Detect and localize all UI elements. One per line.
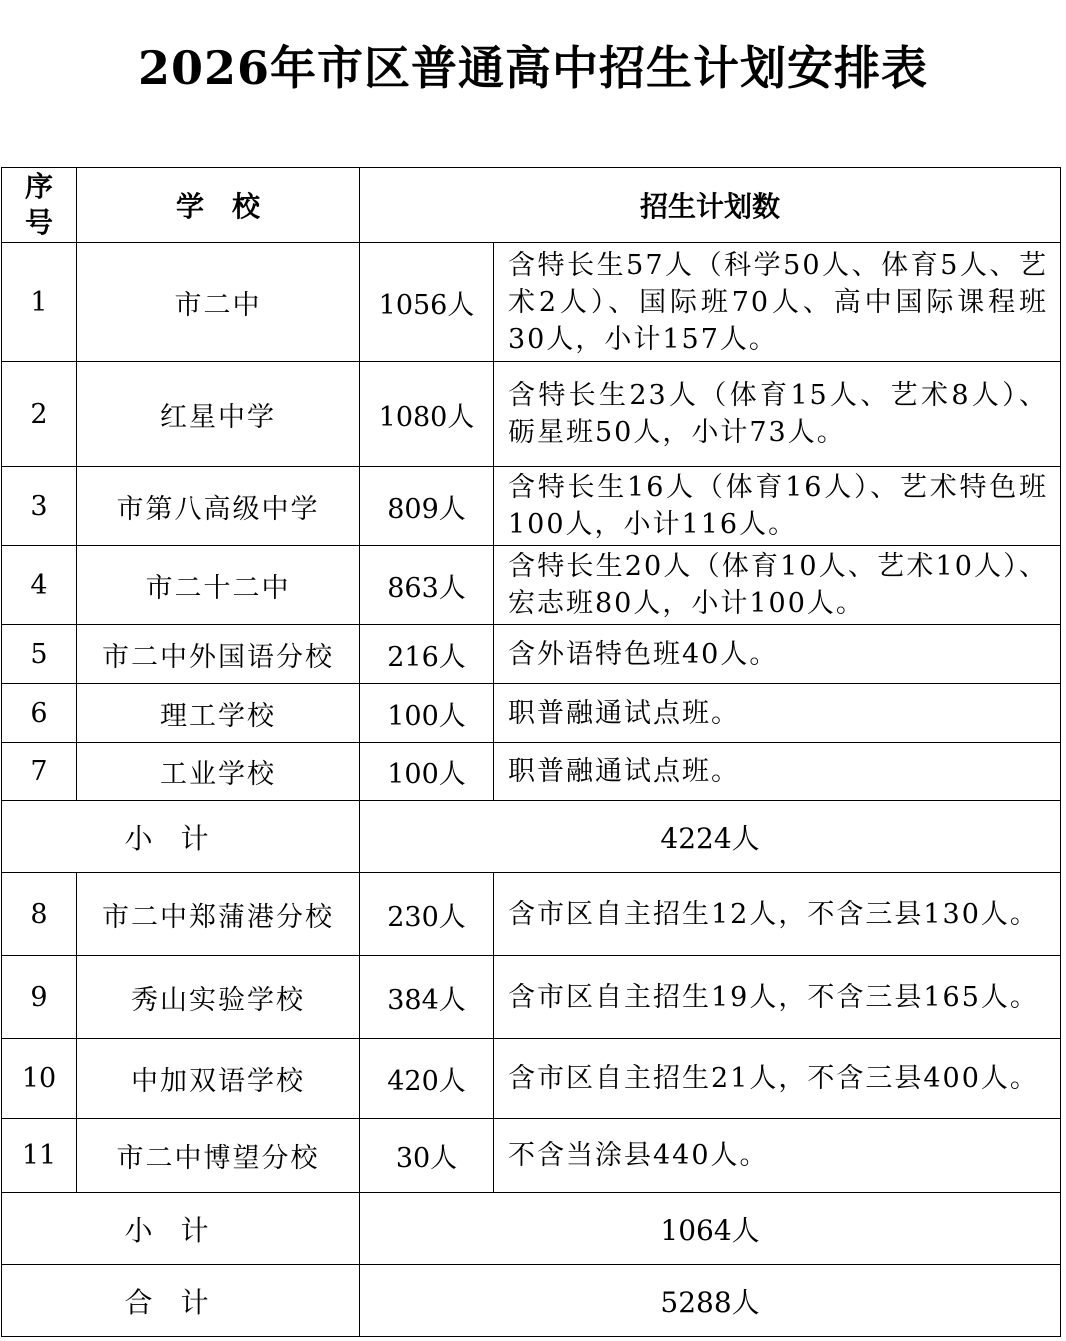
row-count: 1056人 <box>360 243 494 362</box>
row-number: 5 <box>2 625 77 684</box>
subtotal-row <box>2 801 1061 873</box>
row-note: 含特长生23人（体育15人、艺术8人）、砺星班50人，小计73人。 <box>494 362 1061 467</box>
row-number: 2 <box>2 362 77 467</box>
row-number: 9 <box>2 956 77 1039</box>
row-school: 秀山实验学校 <box>77 956 360 1039</box>
row-note: 含市区自主招生19人，不含三县165人。 <box>494 956 1061 1039</box>
row-number: 3 <box>2 467 77 546</box>
header-enrollment-plan: 招生计划数 <box>360 168 1061 243</box>
page-title: 2026年市区普通高中招生计划安排表 <box>137 41 929 95</box>
row-count: 30人 <box>360 1119 494 1193</box>
row-school: 市第八高级中学 <box>77 467 360 546</box>
row-note: 含市区自主招生12人，不含三县130人。 <box>494 873 1061 956</box>
row-count: 230人 <box>360 873 494 956</box>
row-school: 工业学校 <box>77 743 360 801</box>
row-count: 384人 <box>360 956 494 1039</box>
total-label: 合计 <box>2 1265 360 1337</box>
header-serial-line1: 序 <box>24 170 53 203</box>
header-serial-number <box>2 168 77 243</box>
row-school: 市二中外国语分校 <box>77 625 360 684</box>
row-note: 职普融通试点班。 <box>494 743 1061 801</box>
total-value: 5288人 <box>360 1265 1061 1337</box>
row-school: 市二中郑蒲港分校 <box>77 873 360 956</box>
row-school: 理工学校 <box>77 684 360 743</box>
row-note: 含市区自主招生21人，不含三县400人。 <box>494 1039 1061 1119</box>
row-number: 10 <box>2 1039 77 1119</box>
table-row <box>2 684 1061 743</box>
table-row <box>2 467 1061 546</box>
table-row <box>2 362 1061 467</box>
row-school: 中加双语学校 <box>77 1039 360 1119</box>
row-number: 4 <box>2 546 77 625</box>
row-number: 11 <box>2 1119 77 1193</box>
subtotal-value: 1064人 <box>360 1193 1061 1265</box>
table-row <box>2 625 1061 684</box>
table-row <box>2 956 1061 1039</box>
table-row <box>2 1119 1061 1193</box>
row-school: 红星中学 <box>77 362 360 467</box>
table-row <box>2 743 1061 801</box>
header-school: 学 校 <box>77 168 360 243</box>
subtotal-value: 4224人 <box>360 801 1061 873</box>
row-count: 216人 <box>360 625 494 684</box>
row-note: 含特长生57人（科学50人、体育5人、艺术2人）、国际班70人、高中国际课程班30人，小计157人。 <box>494 243 1061 362</box>
table-row <box>2 873 1061 956</box>
row-count: 863人 <box>360 546 494 625</box>
row-note: 含特长生16人（体育16人）、艺术特色班100人，小计116人。 <box>494 467 1061 546</box>
row-count: 100人 <box>360 743 494 801</box>
row-note: 职普融通试点班。 <box>494 684 1061 743</box>
row-count: 420人 <box>360 1039 494 1119</box>
table-row <box>2 1039 1061 1119</box>
row-note: 含外语特色班40人。 <box>494 625 1061 684</box>
total-row <box>2 1265 1061 1337</box>
row-number: 1 <box>2 243 77 362</box>
row-note: 不含当涂县440人。 <box>494 1119 1061 1193</box>
row-count: 809人 <box>360 467 494 546</box>
subtotal-label: 小计 <box>2 1193 360 1265</box>
row-school: 市二十二中 <box>77 546 360 625</box>
row-school: 市二中 <box>77 243 360 362</box>
table-header-row <box>2 168 1061 243</box>
enrollment-plan-table <box>1 167 1061 1337</box>
row-school: 市二中博望分校 <box>77 1119 360 1193</box>
table-row <box>2 546 1061 625</box>
row-count: 100人 <box>360 684 494 743</box>
subtotal-label: 小计 <box>2 801 360 873</box>
table-row <box>2 243 1061 362</box>
row-number: 8 <box>2 873 77 956</box>
row-number: 7 <box>2 743 77 801</box>
header-serial-line2: 号 <box>24 206 53 239</box>
row-note: 含特长生20人（体育10人、艺术10人）、宏志班80人，小计100人。 <box>494 546 1061 625</box>
row-number: 6 <box>2 684 77 743</box>
row-count: 1080人 <box>360 362 494 467</box>
subtotal-row <box>2 1193 1061 1265</box>
